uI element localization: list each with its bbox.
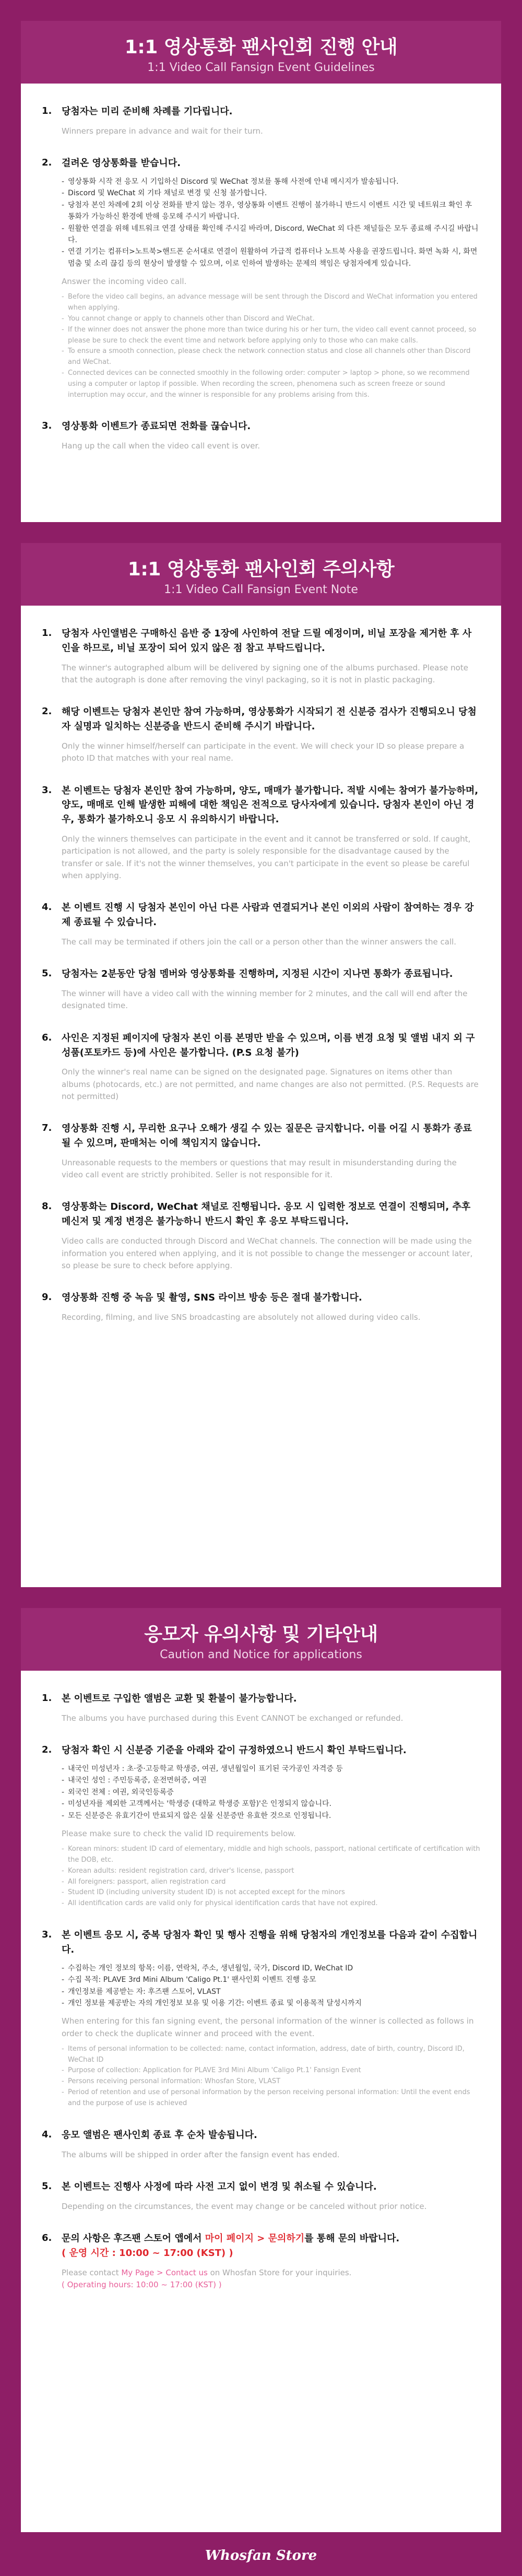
list-item: - 당첨자 본인 차례에 2회 이상 전화를 받지 않는 경우, 영상통화 이벤트 진행이 불가하니 반드시 이벤트 시간 및 네트워크 확인 후 통화가 가능하신 환경에 반해 응모해 주시기 바랍니다.: [62, 199, 480, 223]
guideline-item: [42, 156, 480, 400]
item-number: 6.: [42, 2232, 52, 2243]
item-number: 2.: [42, 157, 52, 169]
item-ko-text: 사인은 지정된 페이지에 당첨자 본인 이름 본명만 받을 수 있으며, 이름 변경 요청 및 앨범 내지 외 구성품(포토카드 등)에 사인은 불가합니다. (P.S 요청 불가): [62, 1032, 475, 1058]
guidelines-header: [21, 21, 501, 84]
item-en-text: Only the winner's real name can be signed on the designated page. Signatures on items other than albums (photocards, etc.) are not permitted, and name changes are also not permitted. (P.S. Requests are not permitted): [62, 1067, 479, 1101]
list-item: - 수집하는 개인 정보의 항목: 이름, 연락처, 주소, 생년월일, 국가, Discord ID, WeChat ID: [62, 1963, 480, 1974]
note-item: [42, 901, 480, 948]
caution-card: [21, 1608, 501, 2532]
note-item: [42, 705, 480, 764]
item-en-text: Recording, filming, and live SNS broadcasting are absolutely not allowed during video calls.: [62, 1312, 421, 1322]
note-item: [42, 627, 480, 686]
item-content: [62, 2231, 480, 2291]
note-item: [42, 1031, 480, 1103]
notes-card: [21, 543, 501, 1587]
item-ko-text: 당첨자는 미리 준비해 차례를 기다립니다.: [62, 106, 233, 117]
list-item: - Korean adults: resident registration card, driver's license, passport: [62, 1866, 480, 1877]
list-item: - Persons receiving personal information: Whosfan Store, VLAST: [62, 2076, 480, 2087]
item-ko-text: 응모 앨범은 팬사인회 종료 후 순차 발송됩니다.: [62, 2129, 257, 2141]
operating-hours-ko: ( 운영 시간 : 10:00 ~ 17:00 (KST) ): [62, 2247, 233, 2259]
item-content: [62, 2180, 480, 2213]
item-en-text: Answer the incoming video call.: [62, 277, 187, 287]
item-number: 3.: [42, 784, 52, 796]
item-ko-text: 본 이벤트 응모 시, 중복 당첨자 확인 및 행사 진행을 위해 당첨자의 개인정보를 다음과 같이 수집합니다.: [62, 1930, 478, 1955]
inquiry-en-pre: Please contact: [62, 2267, 122, 2277]
item-number: 1.: [42, 105, 52, 116]
item-content: [62, 784, 480, 882]
item-ko-text: 당첨자는 2분동안 당첨 멤버와 영상통화를 진행하며, 지정된 시간이 지나면 통화가 종료됩니다.: [62, 968, 453, 980]
item-en-text: [62, 2267, 480, 2291]
item-ko-text: 영상통화는 Discord, WeChat 채널로 진행됩니다. 응모 시 입력한 정보로 연결이 진행되며, 추후 메신저 및 계정 변경은 불가능하니 반드시 확인 후 응모 부탁드립니다.: [62, 1201, 471, 1227]
item-content: [62, 1743, 480, 1909]
item-content: [62, 627, 480, 686]
caution-body: [21, 1671, 501, 2315]
list-item: - All identification cards are valid only for physical identification cards that have not expired.: [62, 1898, 480, 1909]
guidelines-body: [21, 84, 501, 477]
item-number: 8.: [42, 1201, 52, 1212]
notes-header: [21, 543, 501, 606]
list-item: - All foreigners: passport, alien registration card: [62, 1877, 480, 1888]
list-item: - 원활한 연결을 위해 네트워크 연결 상태를 확인해 주시길 바라며, Discord, WeChat 외 다른 채널들은 모두 종료해 주시길 바랍니다.: [62, 223, 480, 246]
item-content: [62, 1928, 480, 2109]
item-ko-text: 영상통화 진행 중 녹음 및 촬영, SNS 라이브 방송 등은 절대 불가합니다.: [62, 1292, 362, 1303]
item-number: 4.: [42, 2129, 52, 2140]
guideline-item: [42, 104, 480, 137]
list-item: - 개인 정보를 제공받는 자의 개인정보 보유 및 이용 기간: 이벤트 종료 및 이용목적 달성시까지: [62, 1998, 480, 2009]
caution-title: 응모자 유의사항 및 기타안내: [144, 1624, 378, 1645]
inquiry-en-post: on Whosfan Store for your inquiries.: [207, 2267, 352, 2277]
item-ko-text: 당첨자 확인 시 신분증 기준을 아래와 같이 규정하였으니 반드시 확인 부탁드립니다.: [62, 1745, 407, 1756]
guidelines-title: 1:1 영상통화 팬사인회 진행 안내: [124, 37, 398, 58]
note-item: [42, 784, 480, 882]
list-item: - 수집 목적: PLAVE 3rd Mini Album 'Caligo Pt.1' 팬사인회 이벤트 진행 응모: [62, 1974, 480, 1986]
item-content: [62, 1121, 480, 1181]
item-ko-text: 영상통화 진행 시, 무리한 요구나 오해가 생길 수 있는 질문은 금지합니다. 이를 어길 시 통화가 종료될 수 있으며, 판매처는 이에 책임지지 않습니다.: [62, 1123, 472, 1149]
item-content: [62, 1200, 480, 1272]
item-ko-text: 당첨자 사인앨범은 구매하신 음반 중 1장에 사인하여 전달 드릴 예정이며, 비닐 포장을 제거한 후 사인을 하므로, 비닐 포장이 되어 있지 않은 점 참고 부탁드립니다.: [62, 628, 472, 654]
item-number: 2.: [42, 1744, 52, 1756]
item-en-text: The winner will have a video call with the winning member for 2 minutes, and the call will end after the designated time.: [62, 989, 468, 1011]
item-number: 6.: [42, 1032, 52, 1043]
notes-subtitle: 1:1 Video Call Fansign Event Note: [164, 583, 358, 596]
item-content: [62, 1692, 480, 1724]
caution-item: [42, 1743, 480, 1909]
item-ko-text: 해당 이벤트는 당첨자 본인만 참여 가능하며, 영상통화가 시작되기 전 신분증 검사가 진행되오니 당첨자 실명과 일치하는 신분증을 반드시 준비해 주시기 바랍니다.: [62, 706, 477, 732]
notes-title: 1:1 영상통화 팬사인회 주의사항: [127, 559, 395, 580]
item-en-text: The winner's autographed album will be delivered by signing one of the albums purchased. Please note that the autograph is done after removing the vinyl packaging, so it is not in plastic packaging.: [62, 663, 468, 685]
whosfan-store-logo: Whosfan Store: [205, 2548, 317, 2563]
item-content: [62, 2128, 480, 2161]
item-en-list: [62, 1844, 480, 1909]
item-en-text: Winners prepare in advance and wait for their turn.: [62, 126, 263, 136]
caution-subtitle: Caution and Notice for applications: [160, 1648, 362, 1661]
item-content: [62, 1031, 480, 1103]
list-item: - To ensure a smooth connection, please check the network connection status and close all channels other than Discord and WeChat.: [62, 346, 480, 368]
caution-item: [42, 2128, 480, 2161]
list-item: - 모든 신분증은 유효기간이 만료되지 않은 실물 신분증만 유효한 것으로 인정됩니다.: [62, 1810, 480, 1822]
item-en-text: When entering for this fan signing event, the personal information of the winner is collected as follows in order to check the duplicate winner and proceed with the event.: [62, 2016, 474, 2038]
item-en-text: Only the winners themselves can participate in the event and it cannot be transferred or sold. If caught, participation is not allowed, and the party is solely responsible for the disadvantage caused by the transfer or sale. If it's not the winner themselves, you can't participate in the event so please be careful when applying.: [62, 834, 471, 880]
guidelines-card: [21, 21, 501, 522]
list-item: - Connected devices can be connected smoothly in the following order: computer > laptop > phone, so we recommend using a computer or laptop if possible. When recording the screen, phenomena such as screen freeze or sound interruption may occur, and the winner is responsible for any problems arising from this.: [62, 368, 480, 400]
note-item: [42, 967, 480, 1012]
item-number: 2.: [42, 706, 52, 717]
item-content: [62, 104, 480, 137]
operating-hours-en: ( Operating hours: 10:00 ~ 17:00 (KST) ): [62, 2279, 222, 2289]
item-number: 1.: [42, 628, 52, 639]
note-item: [42, 1291, 480, 1324]
item-content: [62, 967, 480, 1012]
list-item: - Discord 및 WeChat 외 기타 채널로 변경 및 신청 불가합니다.: [62, 187, 480, 199]
item-en-text: Unreasonable requests to the members or questions that may result in misunderstanding during the video call event are strictly prohibited. Seller is not responsible for it.: [62, 1157, 457, 1180]
item-en-text: The albums you have purchased during this Event CANNOT be exchanged or refunded.: [62, 1713, 404, 1723]
mypage-inquiry-link[interactable]: 마이 페이지 > 문의하기: [205, 2232, 305, 2244]
list-item: - 개인정보를 제공받는 자: 후즈팬 스토어, VLAST: [62, 1986, 480, 1998]
item-number: 9.: [42, 1292, 52, 1303]
list-item: - Before the video call begins, an advance message will be sent through the Discord and WeChat information you entered when applying.: [62, 292, 480, 314]
note-item: [42, 1121, 480, 1181]
item-number: 5.: [42, 2180, 52, 2192]
caution-header: [21, 1608, 501, 1671]
item-content: [62, 1291, 480, 1324]
item-en-text: Depending on the circumstances, the event may change or be canceled without prior notice.: [62, 2201, 427, 2211]
item-ko-text: 본 이벤트 진행 시 당첨자 본인이 아닌 다른 사람과 연결되거나 본인 이외의 사람이 참여하는 경우 강제 종료될 수 있습니다.: [62, 902, 474, 928]
list-item: - 연결 기기는 컴퓨터>노트북>핸드폰 순서대로 연결이 원활하여 가급적 컴퓨터나 노트북 사용을 권장드립니다. 화면 녹화 시, 화면 멈춤 및 소리 끊김 등의 현상이 발생할 수 있으며, 이로 인하여 발생하는 문제의 책임은 당첨자에게 있습니다.: [62, 246, 480, 269]
list-item: - 외국인 전체 : 여권, 외국인등록증: [62, 1787, 480, 1798]
item-number: 1.: [42, 1693, 52, 1704]
list-item: - You cannot change or apply to channels other than Discord and WeChat.: [62, 314, 480, 325]
item-content: [62, 419, 480, 452]
list-item: - Items of personal information to be collected: name, contact information, address, date of birth, country, Discord ID, WeChat ID: [62, 2044, 480, 2066]
list-item: - 영상통화 시작 전 응모 시 기입하신 Discord 및 WeChat 정보를 통해 사전에 안내 메시지가 발송됩니다.: [62, 176, 480, 187]
item-ko-list: [62, 176, 480, 269]
list-item: - Student ID (including university student ID) is not accepted except for the minors: [62, 1887, 480, 1898]
item-ko-list: [62, 1963, 480, 2010]
item-ko-text: 본 이벤트로 구입한 앨범은 교환 및 환불이 불가능합니다.: [62, 1693, 297, 1704]
item-en-text: Video calls are conducted through Discord and WeChat channels. The connection will be made using the information you entered when applying, and it is not possible to change the messenger or account later, so please be sure to check before applying.: [62, 1236, 473, 1270]
guidelines-subtitle: 1:1 Video Call Fansign Event Guidelines: [147, 61, 375, 74]
contact-us-link[interactable]: My Page > Contact us: [121, 2267, 208, 2277]
item-ko-text: 본 이벤트는 당첨자 본인만 참여 가능하며, 양도, 매매가 불가합니다. 적발 시에는 참여가 불가능하며, 양도, 매매로 인해 발생한 피해에 대한 책임은 전적으로 당사자에게 있습니다. 당첨자 본인이 아닌 경우, 통화가 불가하오니 응모 시 유의하시기 바랍니다.: [62, 785, 479, 825]
caution-item: [42, 2180, 480, 2213]
list-item: - 미성년자를 제외한 고객께서는 '학생증 (대학교 학생증 포함)'은 인정되지 않습니다.: [62, 1798, 480, 1810]
item-content: [62, 901, 480, 948]
item-en-text: Please make sure to check the valid ID requirements below.: [62, 1828, 296, 1838]
item-ko-text: [62, 2231, 480, 2261]
item-number: 3.: [42, 1929, 52, 1941]
list-item: - If the winner does not answer the phone more than twice during his or her turn, the video call event cannot proceed, so please be sure to check the event time and network before applying only to those who can make calls.: [62, 325, 480, 347]
item-number: 7.: [42, 1122, 52, 1134]
item-ko-text: 걸려온 영상통화를 받습니다.: [62, 158, 181, 169]
list-item: - Period of retention and use of personal information by the person receiving personal information: Until the event ends and the purpose of use is achieved: [62, 2087, 480, 2109]
note-item: [42, 1200, 480, 1272]
inquiry-text-post: 를 통해 문의 바랍니다.: [304, 2232, 400, 2244]
list-item: - 내국인 미성년자 : 초·중·고등학교 학생증, 여권, 생년월일이 표기된 국가공인 자격증 등: [62, 1763, 480, 1775]
item-en-text: The albums will be shipped in order after the fansign event has ended.: [62, 2149, 340, 2159]
item-en-text: Only the winner himself/herself can participate in the event. We will check your ID so please prepare a photo ID that matches with your real name.: [62, 741, 465, 763]
item-number: 3.: [42, 420, 52, 432]
caution-item: [42, 1928, 480, 2109]
item-content: [62, 156, 480, 400]
item-en-list: [62, 2044, 480, 2109]
item-en-list: [62, 292, 480, 400]
notes-body: [21, 606, 501, 1348]
item-en-text: Hang up the call when the video call event is over.: [62, 441, 260, 451]
caution-item: [42, 1692, 480, 1724]
item-ko-text: 영상통화 이벤트가 종료되면 전화를 끊습니다.: [62, 421, 251, 432]
guideline-item: [42, 419, 480, 452]
caution-item: [42, 2231, 480, 2291]
list-item: - 내국인 성인 : 주민등록증, 운전면허증, 여권: [62, 1775, 480, 1786]
list-item: - Korean minors: student ID card of elementary, middle and high schools, passport, national certificate of certification with the DOB, etc.: [62, 1844, 480, 1866]
list-item: - Purpose of collection: Application for PLAVE 3rd Mini Album 'Caligo Pt.1' Fansign Event: [62, 2065, 480, 2076]
item-number: 4.: [42, 902, 52, 913]
item-number: 5.: [42, 968, 52, 979]
item-content: [62, 705, 480, 764]
inquiry-text-pre: 문의 사항은 후즈팬 스토어 앱에서: [62, 2232, 205, 2244]
item-en-text: The call may be terminated if others join the call or a person other than the winner answers the call.: [62, 937, 457, 947]
item-ko-list: [62, 1763, 480, 1822]
item-ko-text: 본 이벤트는 진행사 사정에 따라 사전 고지 없이 변경 및 취소될 수 있습니다.: [62, 2181, 377, 2192]
